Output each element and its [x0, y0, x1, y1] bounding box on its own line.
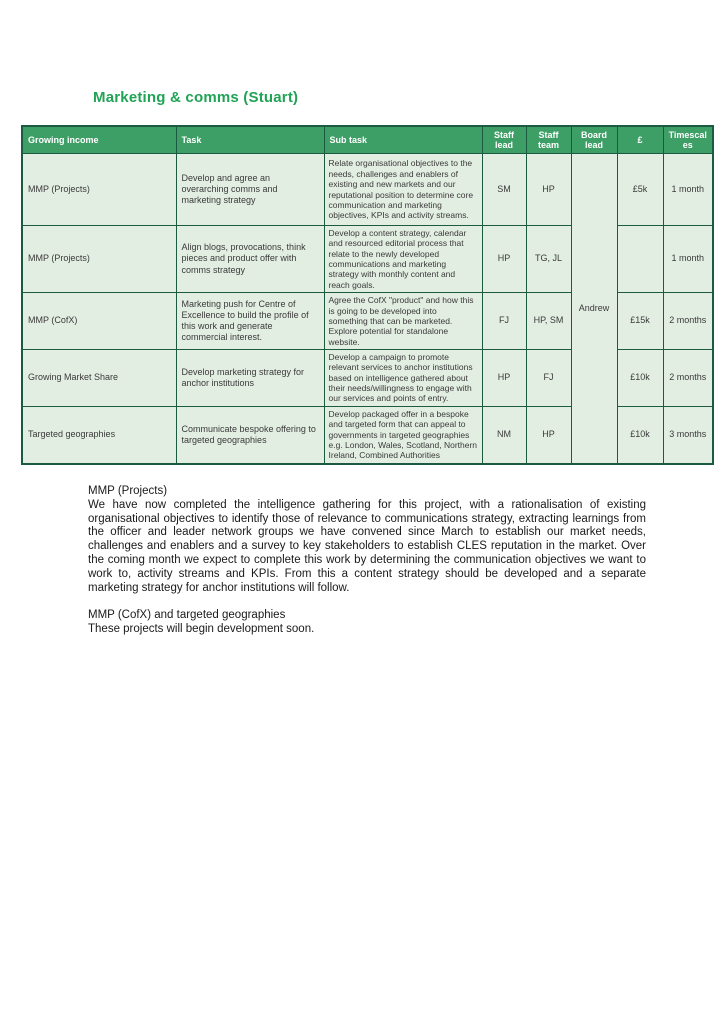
cell-board-lead: Andrew — [571, 154, 617, 464]
column-header-cost: £ — [617, 126, 663, 154]
cell-sub-task: Relate organisational objectives to the needs, challenges and enablers of existing and new markets and our reputational position to determine core communication and marketing objectives, KPIs and activity streams. — [324, 154, 482, 226]
cell-staff-team: HP — [526, 154, 571, 226]
cell-staff-team: FJ — [526, 349, 571, 406]
note-heading: MMP (Projects) — [88, 485, 168, 497]
cell-timescale: 1 month — [663, 154, 713, 226]
cell-timescale: 3 months — [663, 406, 713, 463]
cell-timescale: 2 months — [663, 349, 713, 406]
cell-staff-lead: SM — [482, 154, 526, 226]
cell-sub-task: Develop packaged offer in a bespoke and targeted form that can appeal to governments in targeted geographies e.g. London, Wales, Scotland, Northern Ireland, Combined Authorities — [324, 406, 482, 463]
cell-task: Develop marketing strategy for anchor institutions — [176, 349, 324, 406]
cell-cost: £10k — [617, 406, 663, 463]
cell-timescale: 2 months — [663, 293, 713, 350]
cell-growing-income: Growing Market Share — [22, 349, 176, 406]
cell-task: Develop and agree an overarching comms and marketing strategy — [176, 154, 324, 226]
cell-cost: £10k — [617, 349, 663, 406]
notes-section — [88, 485, 646, 637]
cell-staff-lead: NM — [482, 406, 526, 463]
column-header-task: Task — [176, 126, 324, 154]
column-header-board-lead: Board lead — [571, 126, 617, 154]
cell-cost: £15k — [617, 293, 663, 350]
cell-staff-lead: FJ — [482, 293, 526, 350]
note-body: We have now completed the intelligence gathering for this project, with a rationalisation of existing organisational objectives to identify those of relevance to communications strategy, extracting learnings from the officer and leader network groups we have convened since March to establish our market needs, challenges and enablers and a survey to key stakeholders to establish CLES reputation in the market. Over the coming month we expect to complete this work by determining the communication objectives we want to work to, activity streams and KPIs. From this a content strategy should be developed and a separate marketing strategy for anchor institutions will follow. — [88, 498, 646, 594]
column-header-sub-task: Sub task — [324, 126, 482, 154]
cell-cost: £5k — [617, 154, 663, 226]
cell-task: Align blogs, provocations, think pieces and product offer with comms strategy — [176, 226, 324, 293]
column-header-growing-income: Growing income — [22, 126, 176, 154]
cell-staff-team: HP — [526, 406, 571, 463]
page-title: Marketing & comms (Stuart) — [93, 89, 299, 106]
column-header-timescales: Timescales — [663, 126, 713, 154]
spacer — [88, 595, 646, 609]
cell-task: Communicate bespoke offering to targeted geographies — [176, 406, 324, 463]
cell-staff-team: TG, JL — [526, 226, 571, 293]
column-header-staff-team: Staff team — [526, 126, 571, 154]
cell-sub-task: Develop a campaign to promote relevant services to anchor institutions based on intelligence gathered about their needs/willingness to engage with our services and points of entry. — [324, 349, 482, 406]
cell-timescale: 1 month — [663, 226, 713, 293]
cell-growing-income: Targeted geographies — [22, 406, 176, 463]
table-header-row — [22, 126, 713, 154]
cell-growing-income: MMP (Projects) — [22, 154, 176, 226]
note-body: These projects will begin development soon. — [88, 623, 315, 636]
cell-growing-income: MMP (CofX) — [22, 293, 176, 350]
cell-sub-task: Agree the CofX "product" and how this is going to be developed into something that can be marketed. Explore potential for standalone website. — [324, 293, 482, 350]
cell-task: Marketing push for Centre of Excellence to build the profile of this work and generate commercial interest. — [176, 293, 324, 350]
cell-staff-lead: HP — [482, 349, 526, 406]
cell-staff-team: HP, SM — [526, 293, 571, 350]
cell-growing-income: MMP (Projects) — [22, 226, 176, 293]
table-row — [22, 154, 713, 226]
cell-sub-task: Develop a content strategy, calendar and resourced editorial process that relate to the newly developed communications and marketing strategy with monthly content and reach goals. — [324, 226, 482, 293]
marketing-plan-table — [21, 125, 714, 465]
note-heading: MMP (CofX) and targeted geographies — [88, 609, 286, 622]
cell-staff-lead: HP — [482, 226, 526, 293]
column-header-staff-lead: Staff lead — [482, 126, 526, 154]
cell-cost — [617, 226, 663, 293]
